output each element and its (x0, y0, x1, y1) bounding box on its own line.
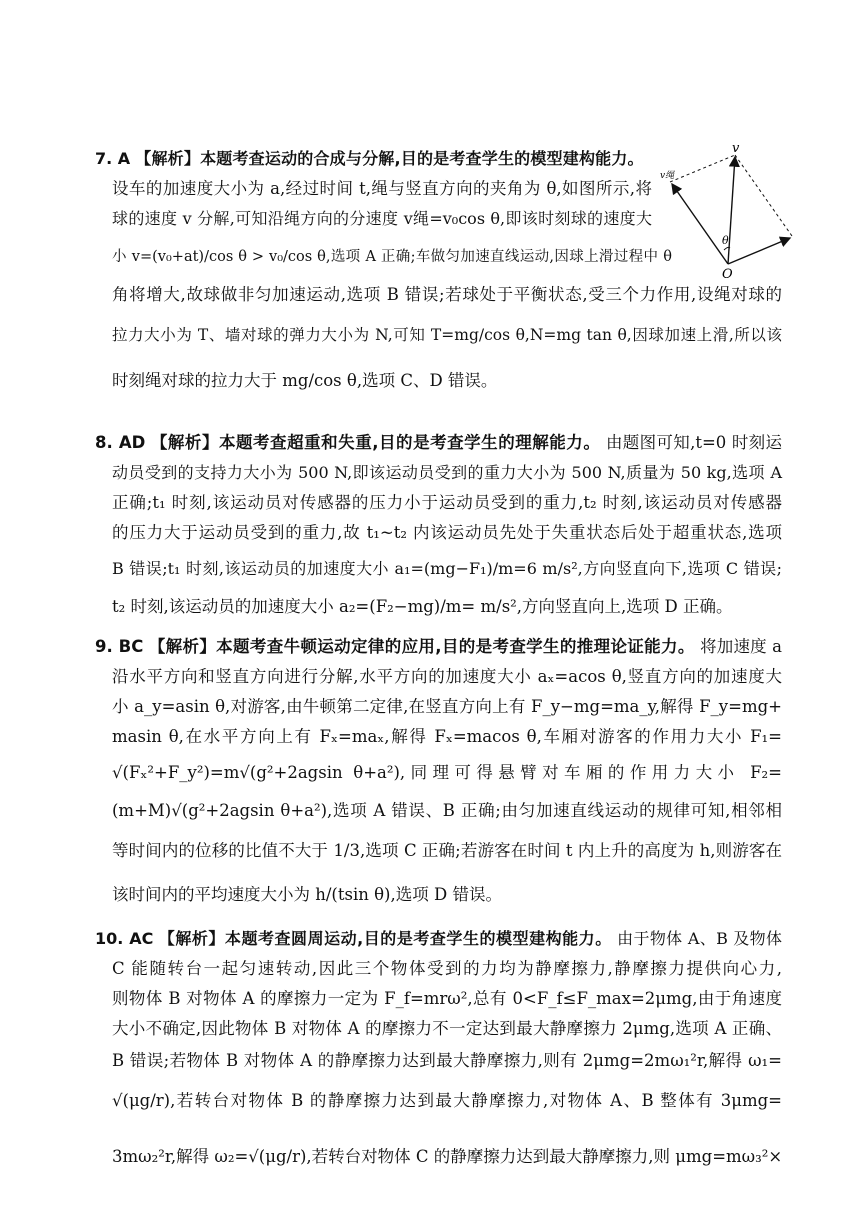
q9-line-1-rest: 将加速度 a (700, 637, 782, 656)
q7-line-7: 时刻绳对球的拉力大于 mg/cos θ,选项 C、D 错误。 (112, 371, 498, 390)
q9-line-8: 该时间内的平均速度大小为 h/(tsin θ),选项 D 错误。 (112, 885, 502, 904)
q7-analysis-heading: 【解析】本题考查运动的合成与分解,目的是考查学生的模型建构能力。 (135, 149, 644, 168)
q10-line-3: 则物体 B 对物体 A 的摩擦力一定为 F_f=mrω²,总有 0<F_f≤F_max=2μmg,由于角速度 (112, 989, 782, 1008)
q7-line-4: 小 v=(v₀+at)/cos θ > v₀/cos θ,选项 A 正确;车做匀加速直线运动,因球上滑过程中 θ (112, 249, 672, 265)
q9-line-2: 沿水平方向和竖直方向进行分解,水平方向的加速度大小 aₓ=acos θ,竖直方向的加速度大 (112, 667, 782, 686)
q7-line-6: 拉力大小为 T、墙对球的弹力大小为 N,可知 T=mg/cos θ,N=mg tan θ,因球加速上滑,所以该 (112, 326, 782, 344)
label-theta: θ (722, 234, 729, 247)
q8-line-6: t₂ 时刻,该运动员的加速度大小 a₂=(F₂−mg)/m= m/s²,方向竖直向上,选项 D 正确。 (112, 597, 733, 616)
q7-line-1 (95, 148, 655, 170)
q10-line-6: √(μg/r),若转台对物体 B 的静摩擦力达到最大静摩擦力,对物体 A、B 整体有 3μmg= (112, 1091, 782, 1110)
q8-answer-tag: 8. AD (95, 433, 146, 452)
q8-line-4: 的压力大于运动员受到的重力,故 t₁~t₂ 内该运动员先处于失重状态后处于超重状态,选项 (112, 523, 782, 542)
dashed-line-top (670, 155, 735, 182)
q7-line-3: 球的速度 v 分解,可知沿绳方向的分速度 v绳=v₀cos θ,即该时刻球的速度大 (112, 209, 652, 228)
velocity-component-arrow (672, 184, 728, 264)
q9-line-6: (m+M)√(g²+2agsin θ+a²),选项 A 错误、B 正确;由匀加速直线运动的规律可知,相邻相 (112, 801, 782, 820)
q10-line-7: 3mω₂²r,解得 ω₂=√(μg/r),若转台对物体 C 的静摩擦力达到最大静摩擦力,则 μmg=mω₃²× (112, 1147, 783, 1166)
q10-line-4: 大小不确定,因此物体 B 对物体 A 的摩擦力不一定达到最大静摩擦力 2μmg,选项 A 正确、 (112, 1019, 782, 1038)
rope-velocity-arrow (728, 238, 790, 264)
q7-line-2: 设车的加速度大小为 a,经过时间 t,绳与竖直方向的夹角为 θ,如图所示,将 (112, 179, 652, 198)
label-v-rope: v绳 (660, 171, 675, 181)
q10-line-1-rest: 由于物体 A、B 及物体 (617, 929, 782, 948)
q10-line-2: C 能随转台一起匀速转动,因此三个物体受到的力均为静摩擦力,静摩擦力提供向心力, (112, 959, 782, 978)
q8-line-1 (95, 432, 782, 454)
q9-line-4: masin θ,在水平方向上有 Fₓ=maₓ,解得 Fₓ=macos θ,车厢对游客的作用力大小 F₁= (112, 727, 782, 746)
q10-answer-tag: 10. AC (95, 929, 154, 948)
q9-line-1 (95, 636, 782, 658)
q9-line-3: 小 a_y=asin θ,对游客,由牛顿第二定律,在竖直方向上有 F_y−mg=ma_y,解得 F_y=mg+ (112, 697, 782, 716)
label-o: O (722, 267, 733, 280)
q9-analysis-heading: 【解析】本题考查牛顿运动定律的应用,目的是考查学生的推理论证能力。 (148, 637, 695, 656)
q9-line-5: √(Fₓ²+F_y²)=m√(g²+2agsin θ+a²),同理可得悬臂对车厢的作用力大小 F₂= (112, 763, 782, 782)
q8-line-5: B 错误;t₁ 时刻,该运动员的加速度大小 a₁=(mg−F₁)/m=6 m/s²,方向竖直向下,选项 C 错误; (112, 559, 782, 578)
q9-line-7: 等时间内的位移的比值不大于 1/3,选项 C 正确;若游客在时间 t 内上升的高度为 h,则游客在 (112, 841, 782, 860)
q8-analysis-heading: 【解析】本题考查超重和失重,目的是考查学生的理解能力。 (150, 433, 601, 452)
dashed-line-right (735, 155, 792, 236)
q8-line-2: 动员受到的支持力大小为 500 N,即该运动员受到的重力大小为 500 N,质量为 50 kg,选项 A (112, 463, 782, 482)
q9-answer-tag: 9. BC (95, 637, 144, 656)
label-v: v (732, 141, 740, 156)
q8-line-1-rest: 由题图可知,t=0 时刻运 (605, 433, 782, 452)
velocity-decomposition-diagram (660, 140, 800, 280)
q7-answer-tag: 7. A (95, 149, 131, 168)
q10-analysis-heading: 【解析】本题考查圆周运动,目的是考查学生的模型建构能力。 (158, 929, 612, 948)
q10-line-5: B 错误;若物体 B 对物体 A 的静摩擦力达到最大静摩擦力,则有 2μmg=2mω₁²r,解得 ω₁= (112, 1051, 782, 1070)
q7-line-5: 角将增大,故球做非匀加速运动,选项 B 错误;若球处于平衡状态,受三个力作用,设绳对球的 (112, 285, 782, 304)
q10-line-1 (95, 928, 782, 950)
q8-line-3: 正确;t₁ 时刻,该运动员对传感器的压力小于运动员受到的重力,t₂ 时刻,该运动员对传感器 (112, 493, 782, 512)
